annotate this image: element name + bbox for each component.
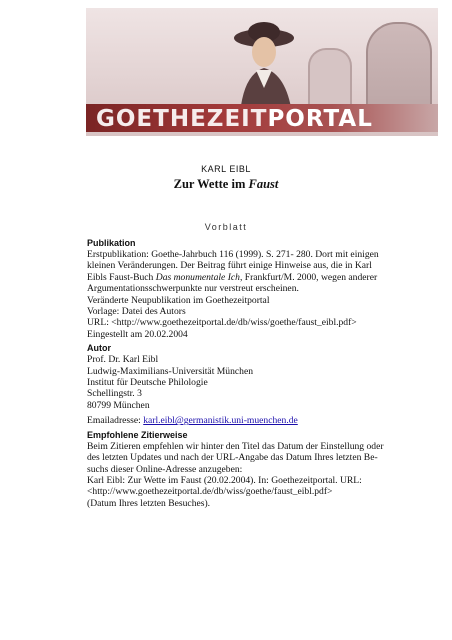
autor-heading: Autor	[87, 343, 111, 354]
url-line: URL: <http://www.goethezeitportal.de/db/wiss/goethe/faust_eibl.pdf>	[87, 317, 357, 329]
author-name: KARL EIBL	[201, 164, 251, 174]
text-line: Beim Zitieren empfehlen wir hinter den Titel das Datum der Einstellung oder	[87, 440, 384, 452]
autor-section	[87, 343, 427, 426]
publikation-text	[87, 249, 427, 340]
publikation-heading: Publikation	[87, 238, 136, 248]
text-line: Veränderte Neupublikation im Goethezeitportal	[87, 294, 270, 306]
date-line: Eingestellt am 20.02.2004	[87, 328, 188, 340]
text-line: (Datum Ihres letzten Besuches).	[87, 497, 211, 509]
zitierweise-text	[87, 441, 427, 509]
city-address: 80799 München	[87, 399, 150, 411]
goethezeitportal-logo: GOETHEZEITPORTAL	[96, 106, 373, 132]
section-label-vorblatt: Vorblatt	[204, 222, 248, 232]
text-line: Erstpublikation: Goethe-Jahrbuch 116 (1999). S. 271- 280. Dort mit einigen	[87, 249, 379, 260]
text-line: Eibls Faust-Buch Das monumentale Ich, Frankfurt/M. 2000, wegen anderer	[87, 271, 378, 283]
document-body	[87, 238, 427, 512]
zitierweise-section	[87, 430, 427, 509]
document-title: Zur Wette im Faust	[173, 177, 279, 191]
text-line: suchs dieser Online-Adresse anzugeben:	[87, 463, 243, 475]
email-link[interactable]: karl.eibl@germanistik.uni-muenchen.de	[143, 415, 298, 427]
author-full-name: Prof. Dr. Karl Eibl	[87, 354, 159, 366]
goethe-portrait-illustration	[226, 18, 300, 113]
street-address: Schellingstr. 3	[87, 388, 142, 400]
publikation-section	[87, 238, 427, 340]
text-line: des letzten Updates und nach der URL-Angabe das Datum Ihres letzten Be-	[87, 452, 378, 464]
email-line: Emailadresse: karl.eibl@germanistik.uni-muenchen.de	[87, 415, 298, 427]
goethezeitportal-banner	[86, 8, 438, 136]
text-line: kleinen Veränderungen. Der Beitrag führt einige Hinweise aus, die in Karl	[87, 260, 372, 272]
institute: Institut für Deutsche Philologie	[87, 377, 208, 389]
autor-address	[87, 354, 427, 426]
text-line: Karl Eibl: Zur Wette im Faust (20.02.2004). In: Goethezeitportal. URL:	[87, 474, 362, 486]
text-line: Vorlage: Datei des Autors	[87, 306, 186, 318]
text-line: Argumentationsschwerpunkte nur verstreut erscheinen.	[87, 283, 299, 295]
url-line: <http://www.goethezeitportal.de/db/wiss/goethe/faust_eibl.pdf>	[87, 486, 333, 498]
university: Ludwig-Maximilians-Universität München	[87, 365, 253, 377]
zitierweise-heading: Empfohlene Zitierweise	[87, 429, 188, 440]
